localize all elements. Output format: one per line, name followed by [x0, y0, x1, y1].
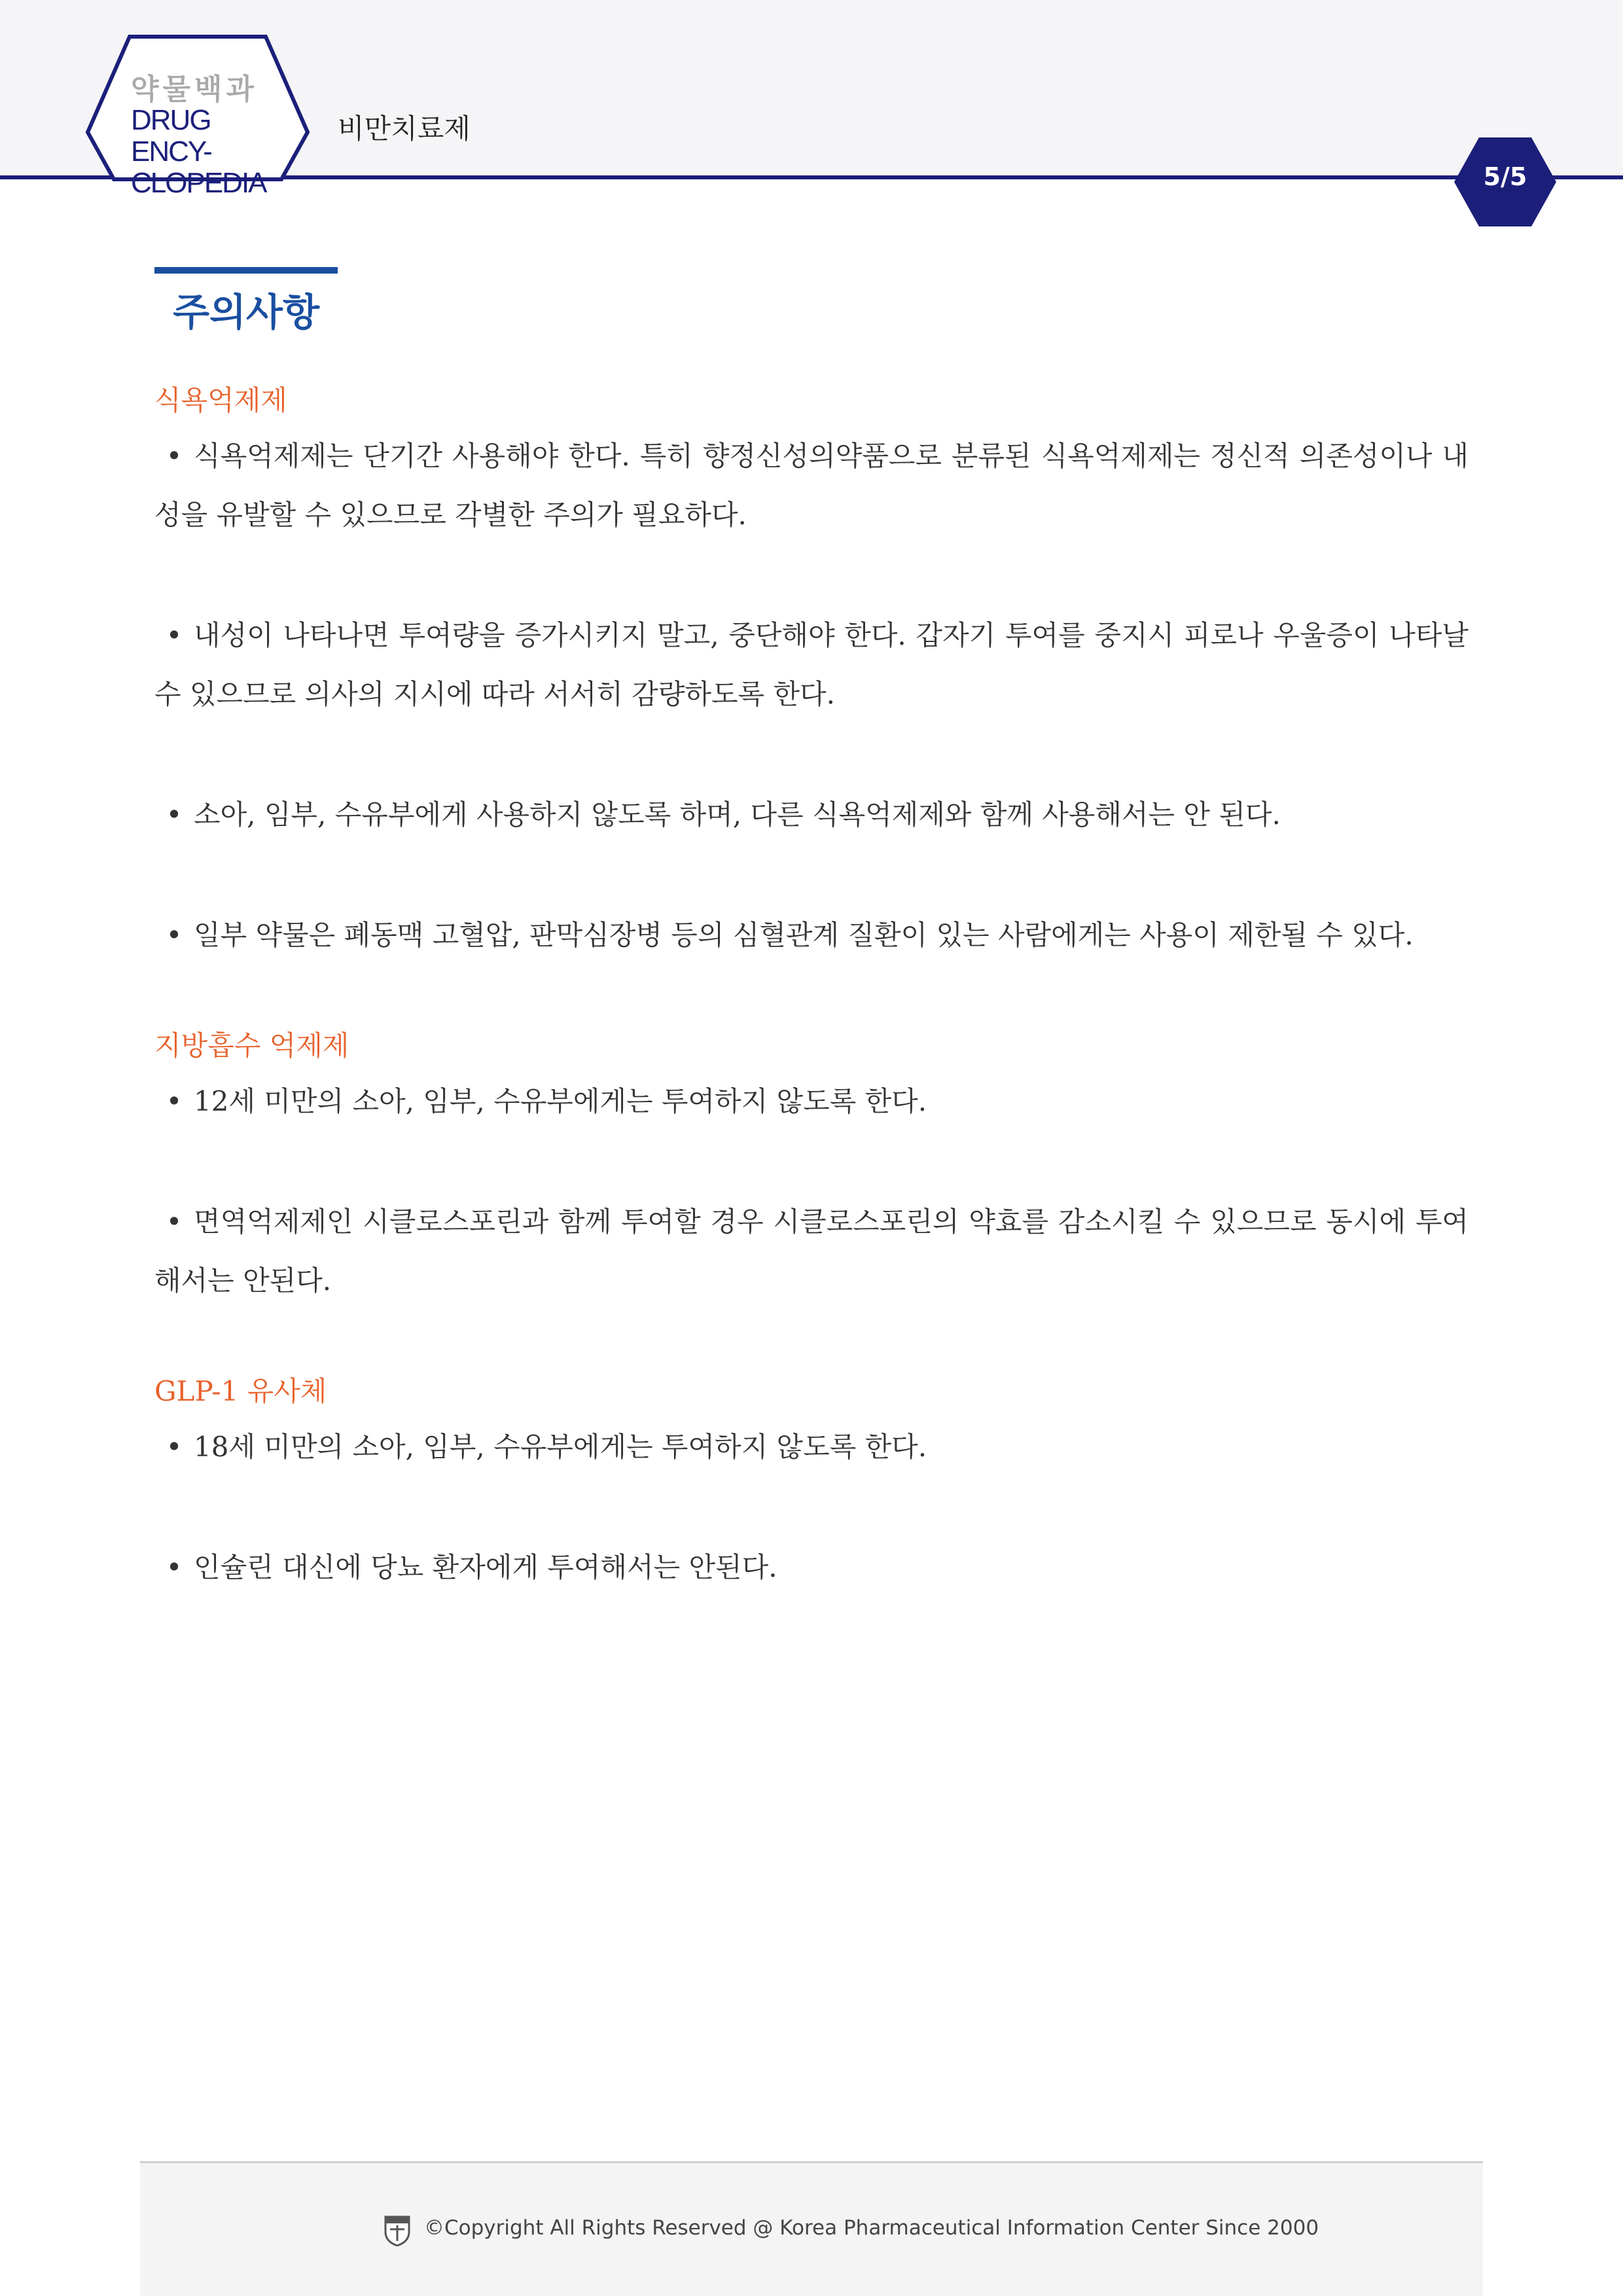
list-item: [154, 1072, 1469, 1131]
logo-english-text: [131, 105, 288, 199]
section-title: 주의사항: [173, 290, 320, 334]
bullet-icon: •: [166, 798, 183, 831]
shield-crest-icon: [383, 2215, 411, 2246]
list-item-text: 인슐린 대신에 당뇨 환자에게 투여해서는 안된다.: [194, 1551, 777, 1583]
footer-copyright: ©Copyright All Rights Reserved @ Korea Pharmaceutical Information Center Since 2000: [424, 2216, 1319, 2240]
list-item: [154, 1193, 1469, 1310]
logo-english-line2: CLOPEDIA: [131, 167, 266, 199]
group-appetite-suppressant: [154, 374, 1469, 965]
list-item-text: 18세 미만의 소아, 임부, 수유부에게는 투여하지 않도록 한다.: [194, 1431, 927, 1463]
content-body: [154, 374, 1469, 1659]
bullet-icon: •: [166, 1085, 183, 1117]
document-title: 비만치료제: [338, 113, 471, 145]
bullet-icon: •: [166, 1431, 183, 1463]
bullet-icon: •: [166, 1206, 183, 1238]
list-item: [154, 427, 1469, 545]
group-glp1-analog: [154, 1365, 1469, 1597]
bullet-icon: •: [166, 919, 183, 951]
bullet-icon: •: [166, 1551, 183, 1583]
group-title: GLP-1 유사체: [154, 1375, 327, 1407]
list-item: [154, 606, 1469, 724]
bullet-icon: •: [166, 440, 183, 472]
logo-korean-text: 약물백과: [131, 73, 259, 106]
list-item-text: 12세 미만의 소아, 임부, 수유부에게는 투여하지 않도록 한다.: [194, 1085, 927, 1117]
logo-english-line1: DRUG ENCY-: [131, 104, 211, 168]
list-item-text: 식욕억제제는 단기간 사용해야 한다. 특히 향정신성의약품으로 분류된 식욕억제제는 정신적 의존성이나 내성을 유발할 수 있으므로 각별한 주의가 필요하다.: [154, 440, 1469, 531]
list-item: [154, 1538, 1469, 1597]
bullet-icon: •: [166, 619, 183, 651]
page-number: 5/5: [1483, 162, 1527, 191]
group-fat-absorption-inhibitor: [154, 1020, 1469, 1310]
list-item: [154, 1418, 1469, 1477]
list-item: [154, 785, 1469, 844]
list-item-text: 면역억제제인 시클로스포린과 함께 투여할 경우 시클로스포린의 약효를 감소시킬 수 있으므로 동시에 투여해서는 안된다.: [154, 1206, 1469, 1297]
group-title: 지방흡수 억제제: [154, 1030, 349, 1062]
list-item-text: 소아, 임부, 수유부에게 사용하지 않도록 하며, 다른 식욕억제제와 함께 사용해서는 안 된다.: [194, 798, 1281, 831]
list-item-text: 일부 약물은 폐동맥 고혈압, 판막심장병 등의 심혈관계 질환이 있는 사람에게는 사용이 제한될 수 있다.: [194, 919, 1414, 951]
group-title: 식욕억제제: [154, 384, 287, 416]
section-accent-bar: [154, 267, 338, 274]
list-item: [154, 906, 1469, 965]
list-item-text: 내성이 나타나면 투여량을 증가시키지 말고, 중단해야 한다. 갑자기 투여를 중지시 피로나 우울증이 나타날 수 있으므로 의사의 지시에 따라 서서히 감량하도록 한다.: [154, 619, 1469, 710]
